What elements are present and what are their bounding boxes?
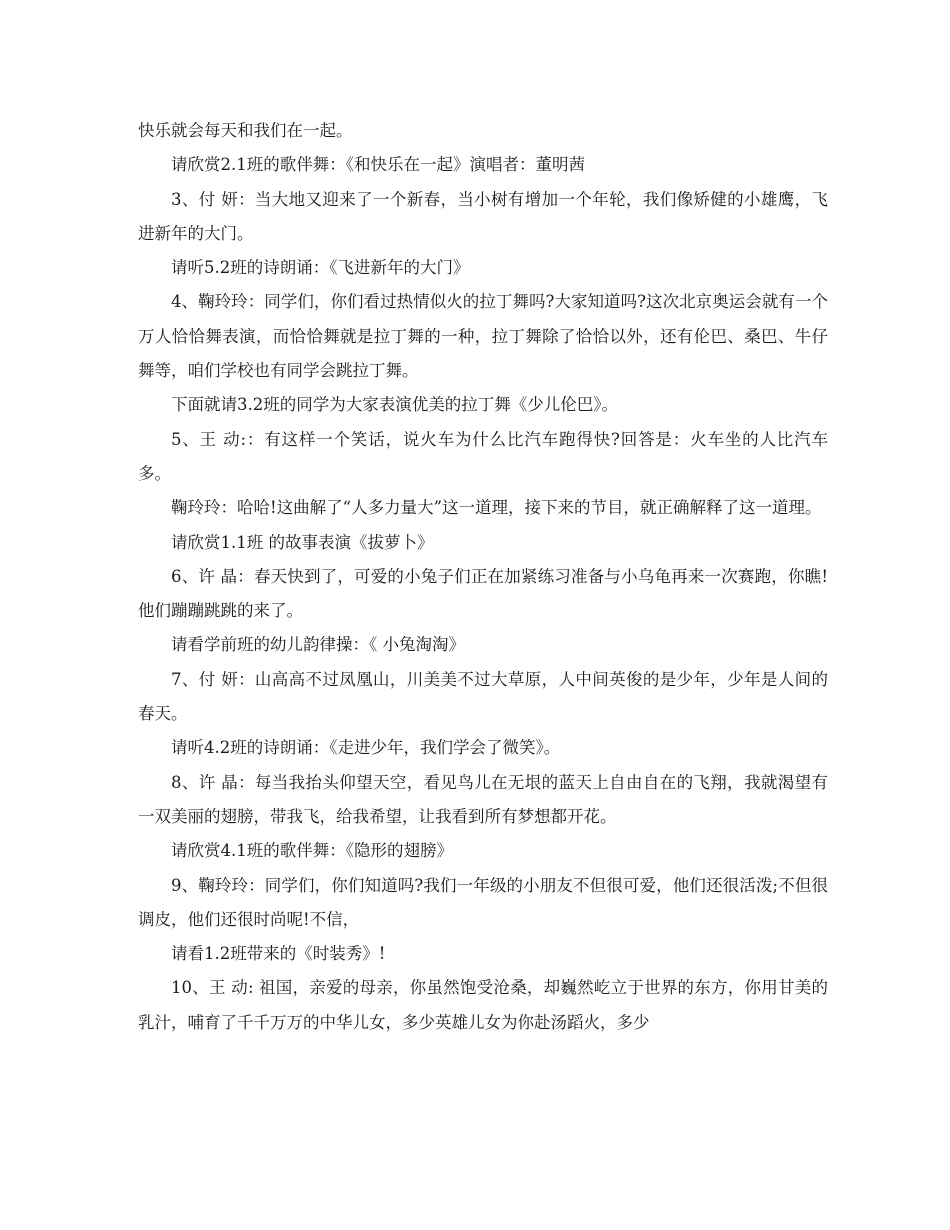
paragraph: 请欣赏1.1班 的故事表演《拔萝卜》: [171, 532, 434, 552]
paragraph: 5、王 动:：有这样一个笑话，说火车为什么比汽车跑得快?回答是：火车坐的人比汽车多。: [138, 429, 828, 483]
paragraph: 7、付 妍：山高高不过凤凰山，川美美不过大草原，人中间英俊的是少年，少年是人间的春天。: [138, 669, 828, 724]
paragraph: 3、付 妍：当大地又迎来了一个新春，当小树有增加一个年轮，我们像矫健的小雄鹰，飞进新年的大门。: [138, 189, 828, 243]
paragraph: 请欣赏4.1班的歌伴舞：《隐形的翅膀》: [171, 841, 453, 861]
paragraph: 快乐就会每天和我们在一起。: [138, 121, 353, 140]
paragraph: 下面就请3.2班的同学为大家表演优美的拉丁舞《少儿伦巴》。: [171, 395, 618, 415]
paragraph: 9、鞠玲玲：同学们，你们知道吗?我们一年级的小朋友不但很可爱，他们还很活泼;不但很调皮，他们还很时尚呢!不信，: [138, 875, 828, 929]
paragraph: 8、许 晶：每当我抬头仰望天空，看见鸟儿在无垠的蓝天上自由自在的飞翔，我就渴望有一双美丽的翅膀，带我飞，给我希望，让我看到所有梦想都开花。: [138, 772, 828, 826]
paragraph: 请看1.2班带来的《时装秀》!: [171, 944, 386, 964]
paragraph: 6、许 晶：春天快到了，可爱的小兔子们正在加紧练习准备与小乌龟再来一次赛跑，你瞧!他们蹦蹦跳跳的来了。: [138, 566, 828, 621]
paragraph: 请听4.2班的诗朗诵：《走进少年，我们学会了微笑》。: [171, 738, 561, 758]
paragraph: 请看学前班的幼儿韵律操：《 小兔淘淘》: [171, 635, 465, 655]
document-body: [138, 114, 828, 1040]
paragraph: 请欣赏2.1班的歌伴舞：《和快乐在一起》演唱者：董明茜: [171, 155, 585, 175]
paragraph: 4、鞠玲玲：同学们，你们看过热情似火的拉丁舞吗?大家知道吗?这次北京奥运会就有一个万人恰恰舞表演，而恰恰舞就是拉丁舞的一种，拉丁舞除了恰恰以外，还有伦巴、桑巴、牛仔舞等，咱们学校也有同学会跳拉丁舞。: [138, 292, 828, 381]
paragraph: 鞠玲玲：哈哈!这曲解了“人多力量大”这一道理，接下来的节目，就正确解释了这一道理。: [171, 498, 822, 518]
paragraph: 10、王 动: 祖国，亲爱的母亲，你虽然饱受沧桑，却巍然屹立于世界的东方，你用甘美的乳汁，哺育了千千万万的中华儿女，多少英雄儿女为你赴汤蹈火，多少: [138, 978, 828, 1032]
paragraph: 请听5.2班的诗朗诵：《飞进新年的大门》: [171, 258, 470, 278]
